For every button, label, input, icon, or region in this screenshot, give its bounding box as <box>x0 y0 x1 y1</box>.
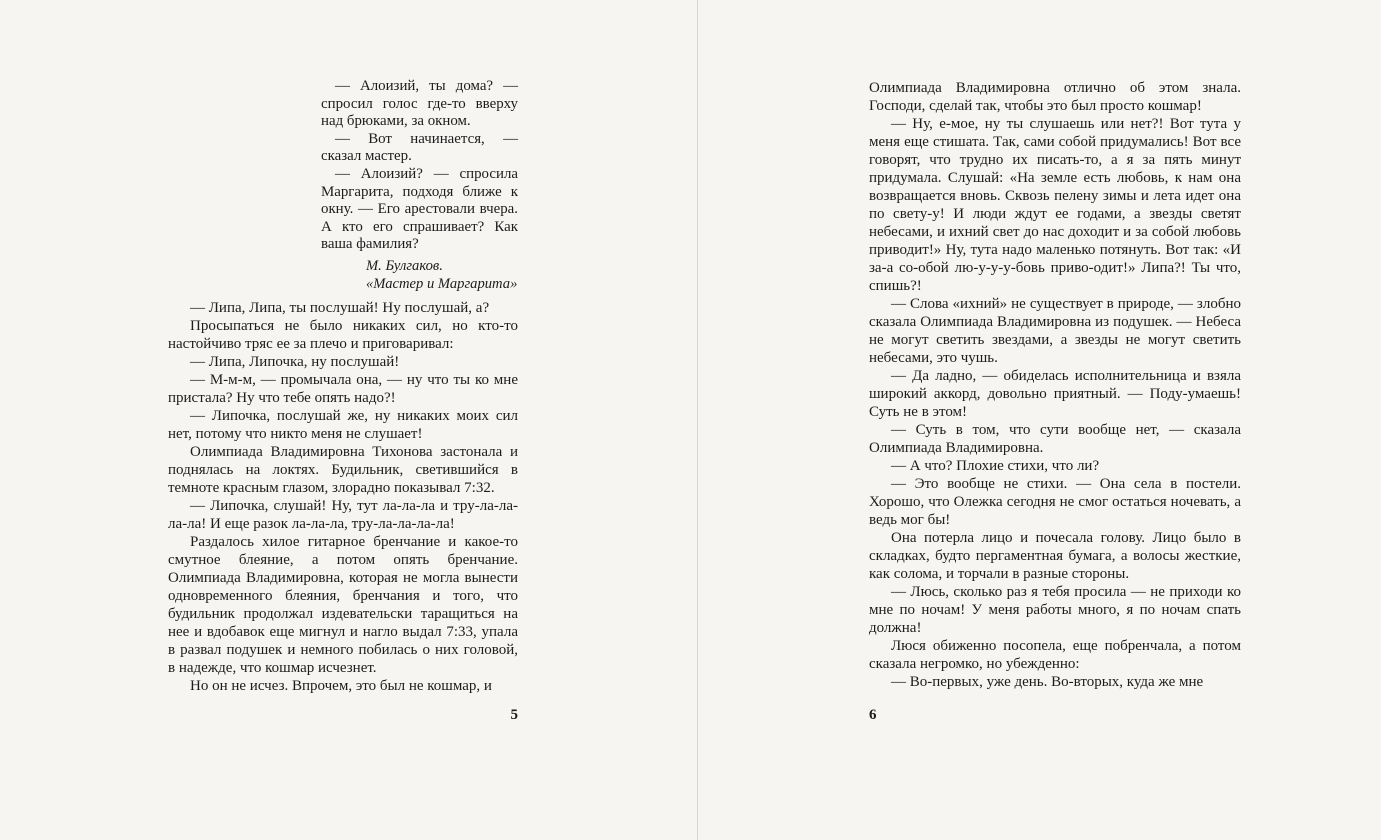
epigraph-paragraphs <box>321 78 518 254</box>
paragraph: — Суть в том, что сути вообще нет, — сказала Олимпиада Владимировна. <box>869 422 1241 456</box>
paragraph: — Липа, Липа, ты послушай! Ну послушай, а? <box>190 300 490 317</box>
right-page-text-column <box>869 79 1241 691</box>
paragraph: — Люсь, сколько раз я тебя просила — не приходи ко мне по ночам! У меня работы много, я по ночам спать должна! <box>869 584 1241 636</box>
paragraph: — Липочка, слушай! Ну, тут ла-ла-ла и тру-ла-ла-ла-ла! И еще разок ла-ла-ла, тру-ла-ла-ла-ла! <box>168 498 518 533</box>
paragraph: — Это вообще не стихи. — Она села в постели. Хорошо, что Олежка сегодня не смог остаться ночевать, а ведь мог бы! <box>869 476 1241 528</box>
paragraph: Но он не исчез. Впрочем, это был не кошмар, и <box>190 678 492 695</box>
attribution-line: М. Булгаков. <box>366 257 443 274</box>
epigraph-attribution <box>366 258 518 293</box>
paragraph: — А что? Плохие стихи, что ли? <box>891 458 1100 474</box>
left-page-text-column <box>168 78 518 695</box>
paragraph: — Да ладно, — обиделась исполнительница и взяла широкий аккорд, довольно приятный. — Поду-умаешь! Суть не в этом! <box>869 368 1241 420</box>
paragraph: — М-м-м, — промычала она, — ну что ты ко мне пристала? Ну что тебе опять надо?! <box>168 372 518 407</box>
paragraph: — Ну, е-мое, ну ты слушаешь или нет?! Вот тута у меня еще стишата. Так, сами собой придумались! Вот все говорят, что трудно их писать-то, а я за пять минут придумала. Слушай: «На земле есть любовь, к нам она возвращается вновь. Сквозь пелену зимы и лета идет она по свету-у! И люди ждут ее годами, а звезды светят небесами, и ихний свет до нас доходит и за собой любовь приводит!» Ну, тута надо маленько потянуть. Вот так: «И за-а со-обой лю-у-у-у-бовь приво-одит!» Липа?! Ты что, спишь?! <box>869 116 1241 294</box>
epigraph-paragraph: — Алоизий? — спросила Маргарита, подходя ближе к окну. — Его арестовали вчера. А кто его спрашивает? Как ваша фамилия? <box>321 165 518 253</box>
epigraph-paragraph: — Вот начинается, — сказал мастер. <box>321 130 518 165</box>
paragraph: — Липочка, послушай же, ну никаких моих сил нет, потому что никто меня не слушает! <box>168 408 518 443</box>
epigraph <box>321 78 518 293</box>
paragraph: Она потерла лицо и почесала голову. Лицо было в складках, будто пергаментная бумага, а волосы жесткие, как солома, и торчали в разные стороны. <box>869 530 1241 582</box>
paragraph: Просыпаться не было никаких сил, но кто-то настойчиво тряс ее за плечо и приговаривал: <box>168 318 518 353</box>
paragraph: — Слова «ихний» не существует в природе, — злобно сказала Олимпиада Владимировна из подушек. — Небеса не могут светить звездами, а звезды не могут светить небесами, это чушь. <box>869 296 1241 366</box>
paragraph: Олимпиада Владимировна отлично об этом знала. Господи, сделай так, чтобы это был просто кошмар! <box>869 80 1241 114</box>
attribution-line: «Мастер и Маргарита» <box>366 275 518 292</box>
paragraph: — Липа, Липочка, ну послушай! <box>190 354 400 371</box>
right-page-body <box>869 79 1241 691</box>
paragraph: — Во-первых, уже день. Во-вторых, куда же мне <box>891 674 1204 690</box>
paragraph: Олимпиада Владимировна Тихонова застонала и поднялась на локтях. Будильник, светившийся в темноте красным глазом, злорадно показывал 7:32. <box>168 444 518 497</box>
left-page-number: 5 <box>510 707 518 723</box>
right-page <box>698 0 1381 840</box>
right-page-number: 6 <box>869 707 877 723</box>
epigraph-paragraph: — Алоизий, ты дома? — спросил голос где-то вверху над брюками, за окном. <box>321 78 518 130</box>
paragraph: Люся обиженно посопела, еще побренчала, а потом сказала негромко, но убежденно: <box>869 638 1241 672</box>
paragraph: Раздалось хилое гитарное бренчание и какое-то смутное блеяние, а потом опять бренчание. Олимпиада Владимировна, которая не могла вынести одновременного блеяния, бренчания и того, что будильник продолжал издевательски таращиться на нее и вдобавок еще мигнул и нагло выдал 7:33, упала в развал подушек и немного побилась о них головой, в надежде, что кошмар исчезнет. <box>168 534 518 677</box>
left-page-body <box>168 299 518 695</box>
